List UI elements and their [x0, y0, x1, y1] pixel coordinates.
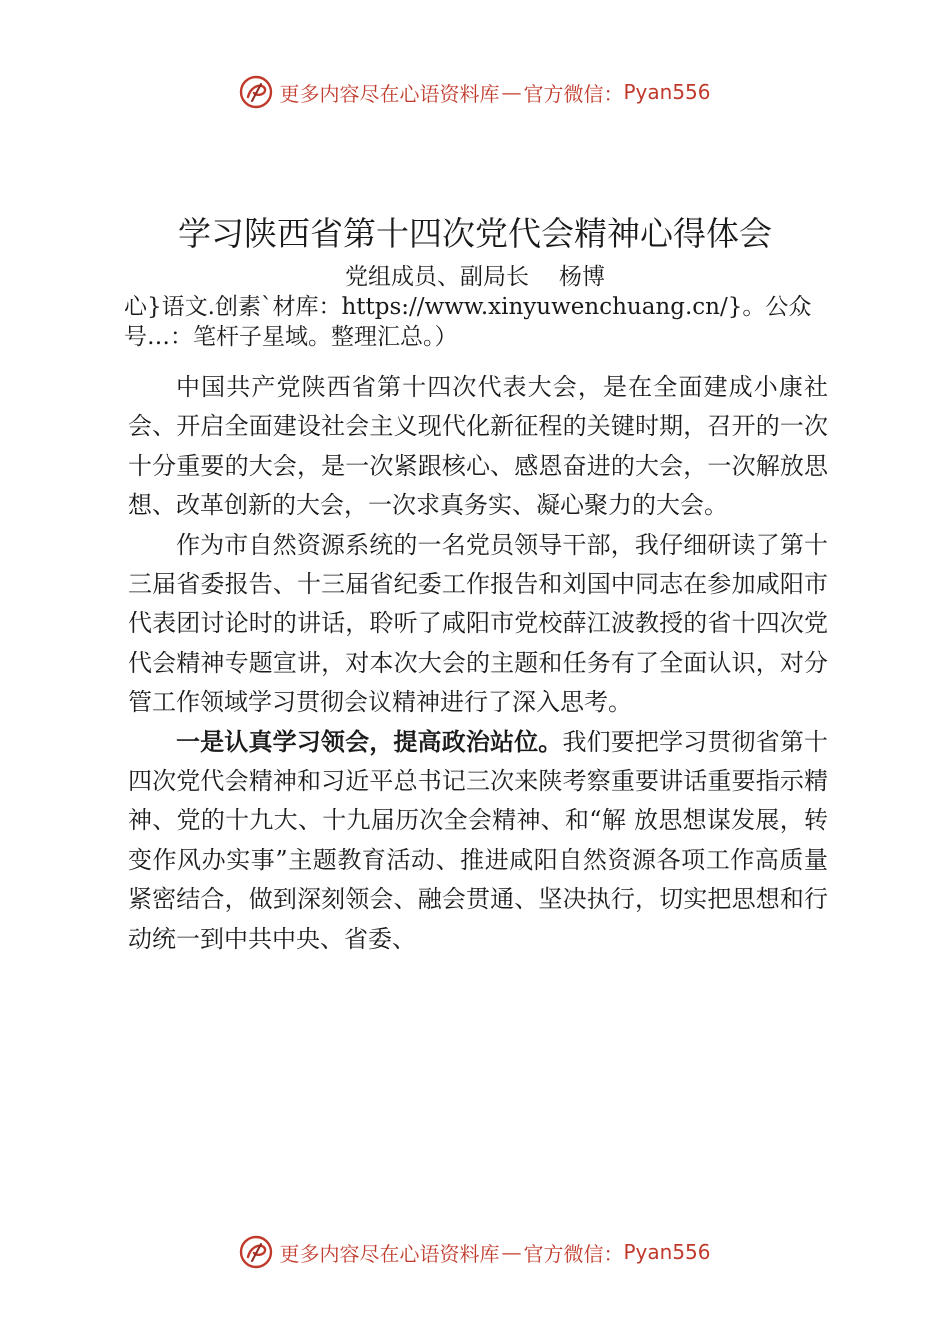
top-promo-banner: [0, 72, 950, 112]
promo-text: 更多内容尽在心语资料库: [279, 1241, 500, 1266]
paragraph-text: 我们要把学习贯彻省第十四次党代会精神和习近平总书记三次来陕考察重要讲话重要指示精神、党的十九大、十九届历次全会精神、和“解 放思想谋发展，转变作风办实事”主题教育活动、推进咸阳自然资源各项工作高质量紧密结合，做到深刻领会、融会贯通、坚决执行，切实把思想和行动统一到中共中央、省委、: [128, 727, 829, 953]
document-body: [128, 368, 828, 959]
author-role: 党组成员、副局长: [345, 264, 529, 290]
paragraph-text: 作为市自然资源系统的一名党员领导干部，我仔细研读了第十三届省委报告、十三届省纪委工作报告和刘国中同志在参加咸阳市代表团讨论时的讲话，聆听了咸阳市党校薛江波教授的省十四次党代会精神专题宣讲，对本次大会的主题和任务有了全面认识，对分管工作领域学习贯彻会议精神进行了深入思考。: [128, 530, 828, 717]
author-name: 杨博: [559, 264, 605, 290]
paragraph-3: [128, 723, 828, 959]
promo-dash: —: [501, 1240, 522, 1264]
promo-dash: —: [501, 80, 522, 104]
paragraph-lead: 一是认真学习领会，提高政治站位。: [176, 727, 563, 756]
promo-text: 更多内容尽在心语资料库: [279, 81, 500, 106]
paragraph-1: [128, 368, 828, 526]
bottom-promo-banner: [0, 1232, 950, 1272]
wechat-label: 官方微信：: [523, 1241, 624, 1266]
source-note: 心}语文.创素`材库：https://www.xinyuwenchuang.cn/}。公众号…：笔杆子星域。整理汇总。）: [124, 294, 812, 350]
paragraph-text: 中国共产党陕西省第十四次代表大会，是在全面建成小康社会、开启全面建设社会主义现代化新征程的关键时期，召开的一次十分重要的大会，是一次紧跟核心、感恩奋进的大会，一次解放思想、改革创新的大会，一次求真务实、凝心聚力的大会。: [128, 373, 828, 520]
author-line: [0, 262, 950, 292]
wechat-id: Pyan556: [623, 80, 711, 104]
wechat-label: 官方微信：: [523, 81, 624, 106]
paragraph-2: [128, 526, 828, 723]
document-title: 学习陕西省第十四次党代会精神心得体会: [178, 214, 772, 253]
wechat-id: Pyan556: [623, 1240, 711, 1264]
swirl-logo-icon: [239, 1235, 273, 1269]
swirl-logo-icon: [239, 75, 273, 109]
